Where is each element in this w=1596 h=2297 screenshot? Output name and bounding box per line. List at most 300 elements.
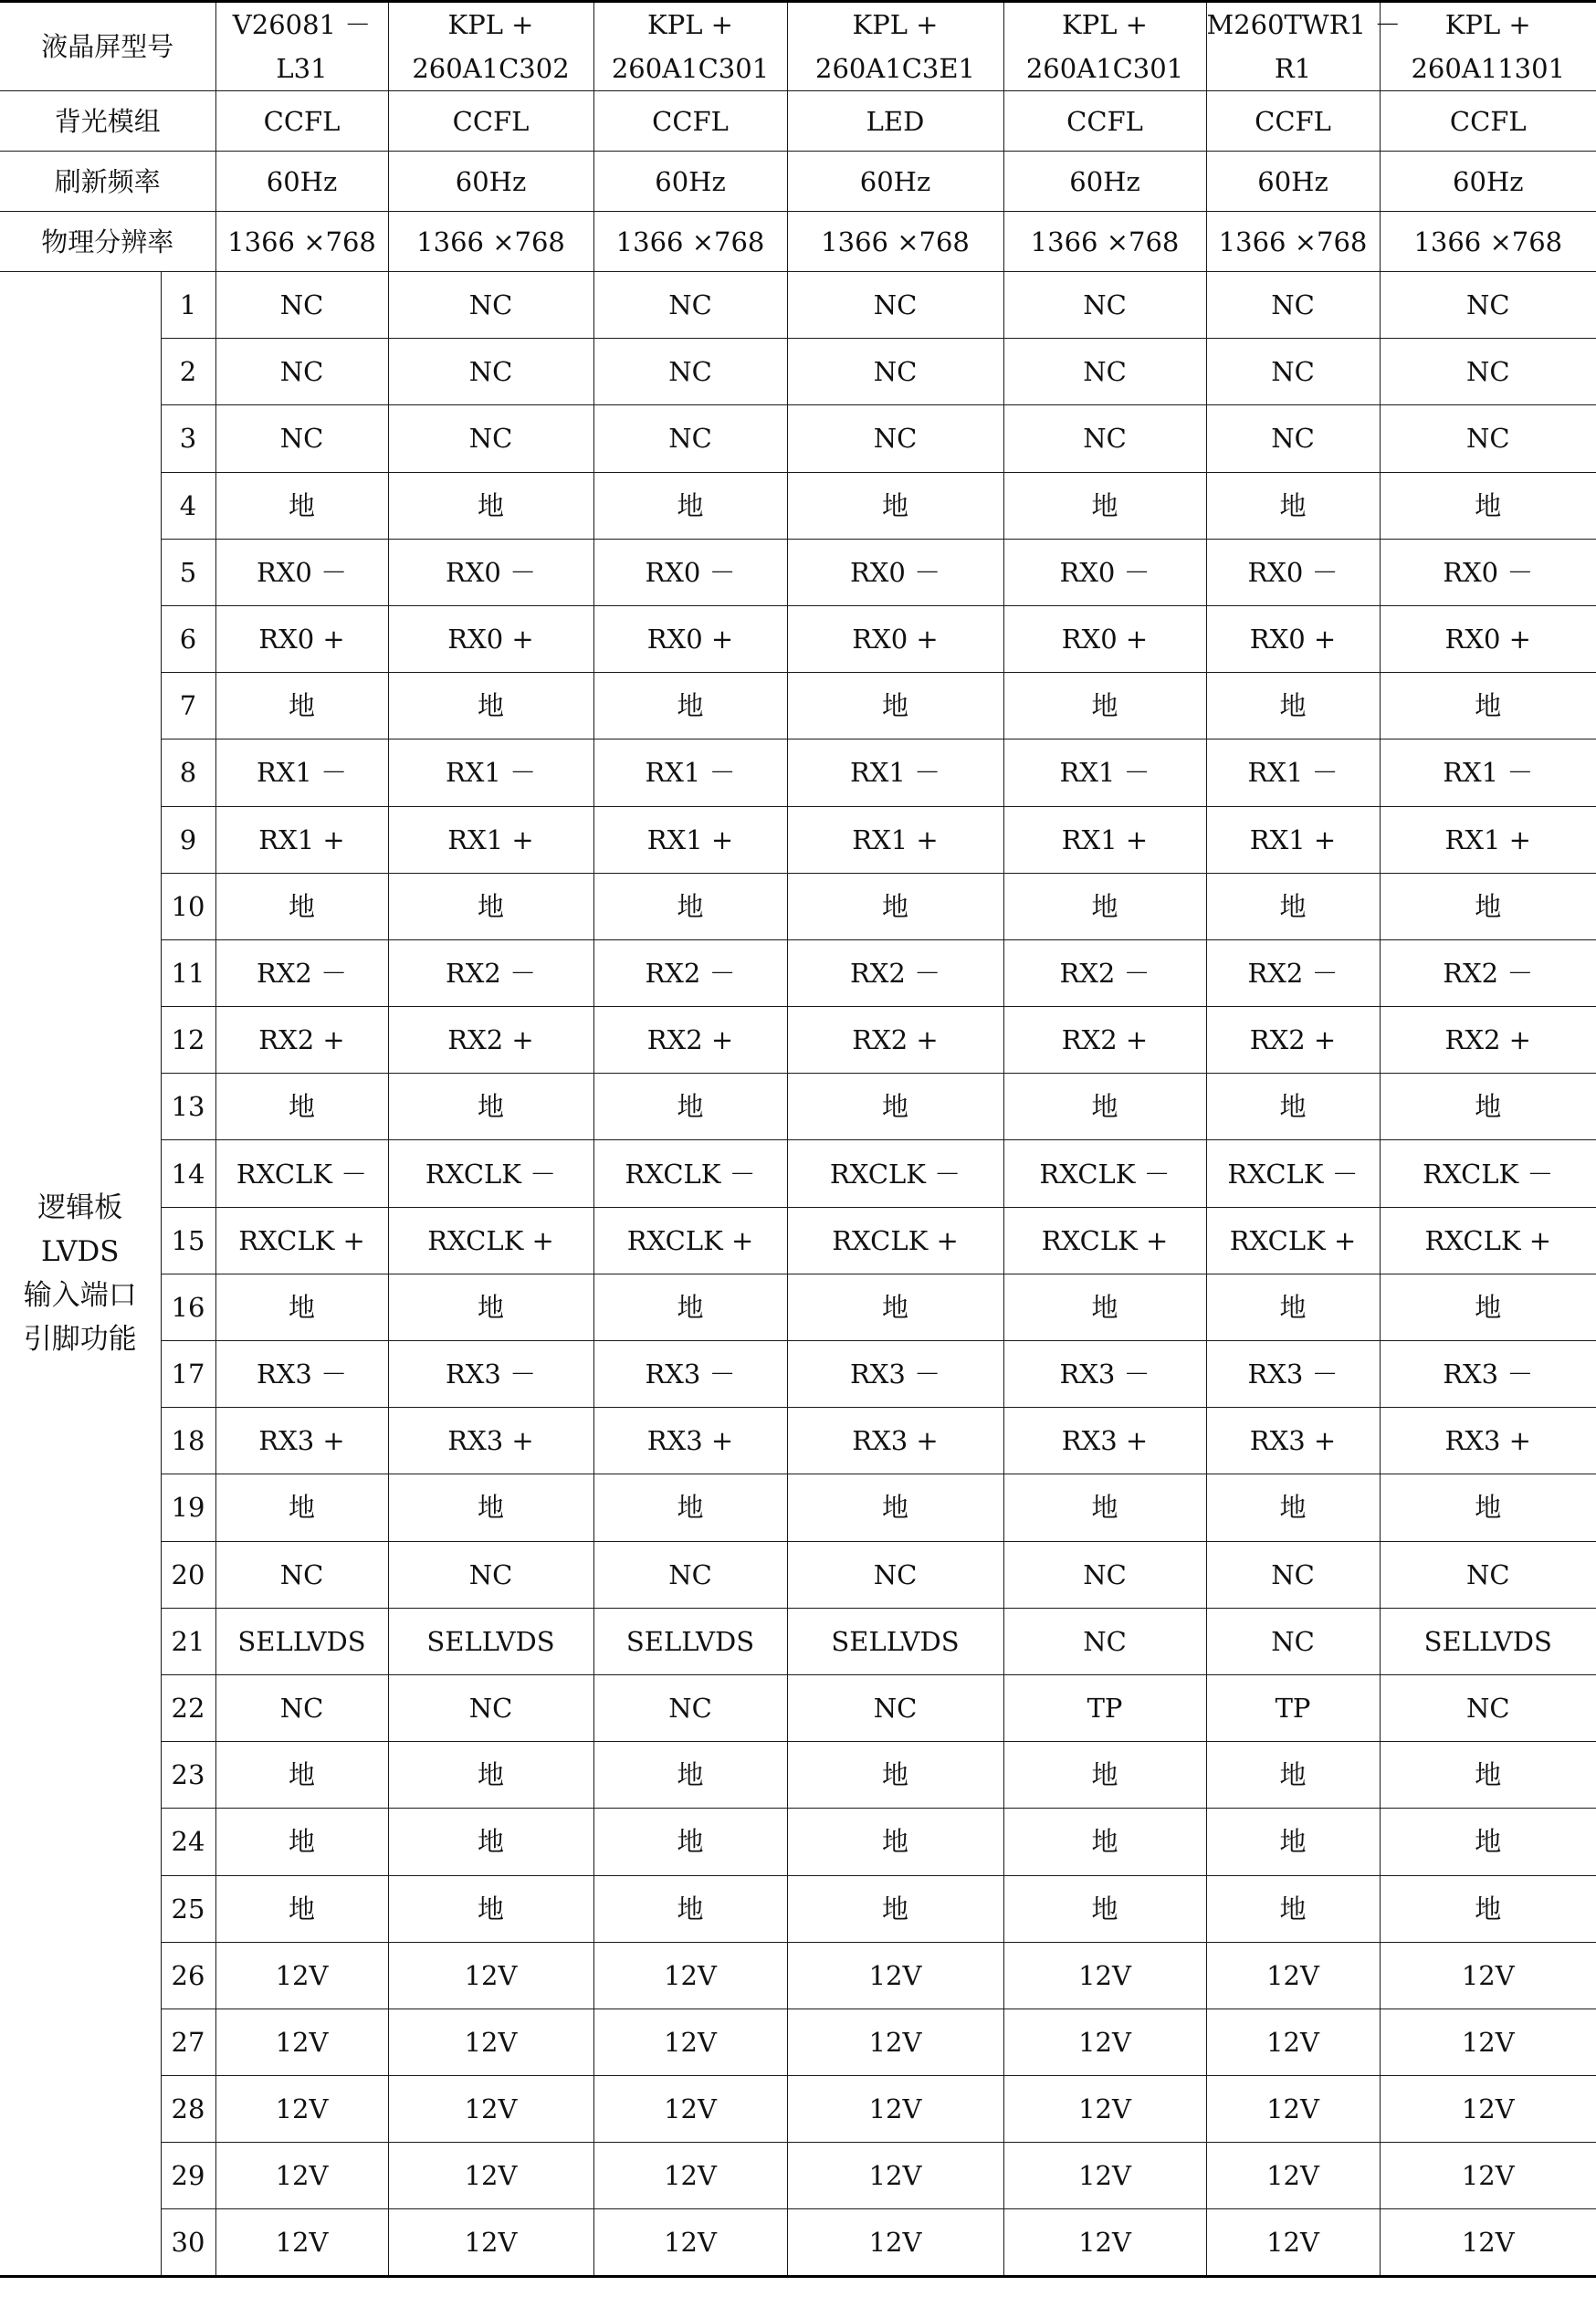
pin-function: 地 bbox=[787, 1074, 1003, 1140]
pin-row bbox=[0, 673, 1596, 739]
backlight-value: LED bbox=[787, 91, 1003, 152]
pin-function: 地 bbox=[215, 1875, 388, 1942]
refresh-rate-row bbox=[0, 152, 1596, 212]
pin-function: NC bbox=[1206, 272, 1380, 339]
pin-function: 12V bbox=[787, 2209, 1003, 2276]
pin-function: NC bbox=[1003, 1541, 1206, 1608]
pin-number: 22 bbox=[161, 1674, 215, 1741]
pin-row bbox=[0, 1341, 1596, 1408]
backlight-value: CCFL bbox=[1003, 91, 1206, 152]
pin-function: 地 bbox=[1380, 1074, 1596, 1140]
pin-function: SELLVDS bbox=[388, 1608, 593, 1674]
pin-number: 14 bbox=[161, 1140, 215, 1207]
pin-number: 30 bbox=[161, 2209, 215, 2276]
backlight-value: CCFL bbox=[1206, 91, 1380, 152]
pin-number: 2 bbox=[161, 339, 215, 405]
pin-function: 地 bbox=[787, 472, 1003, 539]
pin-function: 地 bbox=[388, 1742, 593, 1809]
pin-function: 地 bbox=[388, 1274, 593, 1340]
pin-function: NC bbox=[1206, 405, 1380, 472]
pin-function: NC bbox=[388, 272, 593, 339]
pin-function: 地 bbox=[593, 1074, 787, 1140]
pin-row bbox=[0, 272, 1596, 339]
pin-function: SELLVDS bbox=[215, 1608, 388, 1674]
pin-function: 地 bbox=[215, 1742, 388, 1809]
model-name-line1: KPL + bbox=[647, 9, 733, 40]
pin-function: NC bbox=[1380, 272, 1596, 339]
pin-function: RX3 － bbox=[787, 1341, 1003, 1408]
pin-function: 12V bbox=[215, 2143, 388, 2209]
backlight-value: CCFL bbox=[1380, 91, 1596, 152]
pin-row bbox=[0, 2143, 1596, 2209]
pin-function: NC bbox=[1003, 1608, 1206, 1674]
pin-row bbox=[0, 1074, 1596, 1140]
pin-function: RX2 － bbox=[593, 939, 787, 1006]
pin-function: 地 bbox=[1206, 472, 1380, 539]
pin-function: 12V bbox=[215, 2209, 388, 2276]
pin-function: 地 bbox=[388, 673, 593, 739]
pin-function: 12V bbox=[593, 2209, 787, 2276]
pin-function: 地 bbox=[1206, 1474, 1380, 1541]
pin-function: RX0 + bbox=[1206, 605, 1380, 672]
pin-function: NC bbox=[1003, 272, 1206, 339]
pin-function: 12V bbox=[1206, 2076, 1380, 2143]
pin-function: 地 bbox=[1380, 873, 1596, 939]
pin-row bbox=[0, 1608, 1596, 1674]
model-name-line1: KPL + bbox=[447, 9, 534, 40]
pin-function: 地 bbox=[215, 1809, 388, 1875]
pin-number: 16 bbox=[161, 1274, 215, 1340]
resolution-value: 1366 ×768 bbox=[787, 212, 1003, 272]
pin-function: TP bbox=[1206, 1674, 1380, 1741]
pin-row bbox=[0, 539, 1596, 605]
pin-row bbox=[0, 1942, 1596, 2009]
pin-row bbox=[0, 1274, 1596, 1340]
refresh-rate-label: 刷新频率 bbox=[0, 152, 215, 212]
pin-function: NC bbox=[1380, 339, 1596, 405]
pin-function: 地 bbox=[388, 1809, 593, 1875]
pin-function: NC bbox=[1380, 1541, 1596, 1608]
pin-number: 24 bbox=[161, 1809, 215, 1875]
pin-function: 地 bbox=[1206, 1875, 1380, 1942]
pin-function: RXCLK － bbox=[593, 1140, 787, 1207]
pin-row bbox=[0, 1809, 1596, 1875]
model-label: 液晶屏型号 bbox=[0, 2, 215, 91]
pin-function: 地 bbox=[1206, 1274, 1380, 1340]
model-name-line1: V26081 － bbox=[232, 9, 372, 40]
pin-function: 地 bbox=[593, 1809, 787, 1875]
pin-row bbox=[0, 739, 1596, 806]
pin-function: RX2 + bbox=[215, 1007, 388, 1074]
model-name-line2: 260A1C301 bbox=[1025, 53, 1184, 84]
pin-row bbox=[0, 939, 1596, 1006]
pin-function: RXCLK － bbox=[1206, 1140, 1380, 1207]
pin-function: 地 bbox=[787, 1875, 1003, 1942]
pin-function: RX1 － bbox=[593, 739, 787, 806]
pin-function: 12V bbox=[215, 2076, 388, 2143]
pin-number: 15 bbox=[161, 1207, 215, 1274]
pin-function: 地 bbox=[1206, 1809, 1380, 1875]
pin-function: NC bbox=[787, 339, 1003, 405]
resolution-value: 1366 ×768 bbox=[1206, 212, 1380, 272]
pin-function: 12V bbox=[593, 2009, 787, 2075]
pin-function: RX1 + bbox=[1003, 806, 1206, 873]
pin-function: RXCLK + bbox=[1003, 1207, 1206, 1274]
pin-function: 12V bbox=[1003, 2076, 1206, 2143]
pin-function: 地 bbox=[388, 472, 593, 539]
pin-function: RX0 + bbox=[388, 605, 593, 672]
pin-function: RX2 － bbox=[215, 939, 388, 1006]
pin-function: 12V bbox=[1380, 1942, 1596, 2009]
pin-function: RXCLK + bbox=[1206, 1207, 1380, 1274]
pin-function: 12V bbox=[388, 2209, 593, 2276]
pin-function: 12V bbox=[1003, 2009, 1206, 2075]
pin-function: RX1 + bbox=[593, 806, 787, 873]
pin-number: 1 bbox=[161, 272, 215, 339]
pin-function: RX1 + bbox=[1206, 806, 1380, 873]
pin-function: RX2 － bbox=[787, 939, 1003, 1006]
pin-function: NC bbox=[593, 1541, 787, 1608]
pin-row bbox=[0, 2076, 1596, 2143]
pin-function: 地 bbox=[1380, 673, 1596, 739]
pin-row bbox=[0, 405, 1596, 472]
pin-function: NC bbox=[215, 1541, 388, 1608]
refresh-rate-value: 60Hz bbox=[1206, 152, 1380, 212]
pin-function: 地 bbox=[215, 673, 388, 739]
pin-function: RXCLK + bbox=[1380, 1207, 1596, 1274]
pin-function: NC bbox=[593, 272, 787, 339]
pin-function: NC bbox=[388, 1541, 593, 1608]
pin-function: RXCLK － bbox=[1003, 1140, 1206, 1207]
pin-function: NC bbox=[215, 405, 388, 472]
pin-function: 地 bbox=[593, 873, 787, 939]
pin-function: 地 bbox=[787, 1474, 1003, 1541]
pin-function: 地 bbox=[1003, 1875, 1206, 1942]
pin-function: 地 bbox=[388, 1074, 593, 1140]
model-name-cell bbox=[1380, 2, 1596, 91]
pin-function: 地 bbox=[215, 472, 388, 539]
pin-function: TP bbox=[1003, 1674, 1206, 1741]
pin-function: RX1 + bbox=[215, 806, 388, 873]
pin-function: 12V bbox=[787, 2076, 1003, 2143]
pin-function: RX2 － bbox=[388, 939, 593, 1006]
pin-number: 12 bbox=[161, 1007, 215, 1074]
pin-function: RXCLK + bbox=[215, 1207, 388, 1274]
pin-function: NC bbox=[1206, 1541, 1380, 1608]
pin-function: 12V bbox=[388, 2143, 593, 2209]
pin-function: NC bbox=[388, 405, 593, 472]
pin-function: 12V bbox=[593, 2076, 787, 2143]
pin-function: RX0 － bbox=[388, 539, 593, 605]
side-label-line: 逻辑板 bbox=[37, 1190, 123, 1224]
pin-function: 地 bbox=[215, 1474, 388, 1541]
pin-number: 29 bbox=[161, 2143, 215, 2209]
pin-function: 12V bbox=[787, 2009, 1003, 2075]
pin-function: NC bbox=[1003, 405, 1206, 472]
side-label-line: 引脚功能 bbox=[23, 1322, 137, 1356]
pin-number: 21 bbox=[161, 1608, 215, 1674]
pin-number: 20 bbox=[161, 1541, 215, 1608]
pin-number: 27 bbox=[161, 2009, 215, 2075]
pin-function: 地 bbox=[593, 1474, 787, 1541]
pin-function: RXCLK + bbox=[593, 1207, 787, 1274]
pin-row bbox=[0, 1408, 1596, 1474]
pin-function: RX3 － bbox=[388, 1341, 593, 1408]
pin-function: RX2 + bbox=[1003, 1007, 1206, 1074]
pin-function: RX0 + bbox=[1380, 605, 1596, 672]
pin-function: SELLVDS bbox=[787, 1608, 1003, 1674]
pin-function: NC bbox=[215, 1674, 388, 1741]
pin-function: 12V bbox=[593, 1942, 787, 2009]
pin-function: RX2 － bbox=[1380, 939, 1596, 1006]
pin-row bbox=[0, 339, 1596, 405]
pin-function: 12V bbox=[1206, 2009, 1380, 2075]
pin-function: 12V bbox=[1380, 2143, 1596, 2209]
pin-function: 地 bbox=[1003, 1474, 1206, 1541]
pin-function: 地 bbox=[593, 1875, 787, 1942]
pin-function: 地 bbox=[1003, 472, 1206, 539]
pin-function: RX1 － bbox=[1380, 739, 1596, 806]
model-name-line2: 260A1C302 bbox=[412, 53, 570, 84]
pin-function: RX0 － bbox=[1206, 539, 1380, 605]
pin-function: RX2 + bbox=[787, 1007, 1003, 1074]
refresh-rate-value: 60Hz bbox=[388, 152, 593, 212]
pin-function: RX0 － bbox=[593, 539, 787, 605]
pin-function: 12V bbox=[1003, 2209, 1206, 2276]
pin-function: RX3 － bbox=[215, 1341, 388, 1408]
pin-function: 地 bbox=[787, 673, 1003, 739]
pin-function: RX3 + bbox=[388, 1408, 593, 1474]
pin-function: NC bbox=[593, 339, 787, 405]
model-name-line2: R1 bbox=[1274, 53, 1312, 84]
pin-row bbox=[0, 806, 1596, 873]
pin-row bbox=[0, 1875, 1596, 1942]
pin-function: NC bbox=[215, 272, 388, 339]
pin-number: 5 bbox=[161, 539, 215, 605]
pin-function: 12V bbox=[787, 2143, 1003, 2209]
pin-function: NC bbox=[1380, 405, 1596, 472]
pin-function: RX2 － bbox=[1003, 939, 1206, 1006]
pin-function: RX2 － bbox=[1206, 939, 1380, 1006]
pin-function: 12V bbox=[388, 2009, 593, 2075]
pin-function: RX3 － bbox=[1380, 1341, 1596, 1408]
pin-function: RX3 － bbox=[1003, 1341, 1206, 1408]
pin-number: 25 bbox=[161, 1875, 215, 1942]
pin-row bbox=[0, 1674, 1596, 1741]
pin-function: 地 bbox=[787, 1742, 1003, 1809]
pin-function: 地 bbox=[1003, 1274, 1206, 1340]
pin-function: 地 bbox=[1206, 1074, 1380, 1140]
resolution-label: 物理分辨率 bbox=[0, 212, 215, 272]
resolution-value: 1366 ×768 bbox=[1003, 212, 1206, 272]
pin-function: 地 bbox=[1380, 1809, 1596, 1875]
pin-row bbox=[0, 1140, 1596, 1207]
pin-function: NC bbox=[1380, 1674, 1596, 1741]
pin-number: 17 bbox=[161, 1341, 215, 1408]
pin-number: 28 bbox=[161, 2076, 215, 2143]
pin-function: RX3 + bbox=[1380, 1408, 1596, 1474]
pin-row bbox=[0, 1207, 1596, 1274]
pin-function: NC bbox=[1206, 1608, 1380, 1674]
pin-function: 12V bbox=[215, 1942, 388, 2009]
pin-function: RX3 + bbox=[215, 1408, 388, 1474]
pin-function: RX0 － bbox=[1380, 539, 1596, 605]
pin-function: 12V bbox=[1206, 2209, 1380, 2276]
model-name-line1: M260TWR1 － bbox=[1206, 9, 1402, 40]
pin-function: 地 bbox=[215, 873, 388, 939]
pin-function: NC bbox=[1206, 339, 1380, 405]
pin-function: 地 bbox=[593, 1274, 787, 1340]
model-name-line1: KPL + bbox=[852, 9, 939, 40]
model-name-cell bbox=[388, 2, 593, 91]
model-name-cell bbox=[1206, 2, 1402, 91]
pin-function: RX1 + bbox=[1380, 806, 1596, 873]
pin-function: 地 bbox=[1003, 873, 1206, 939]
side-label-line: LVDS bbox=[41, 1234, 120, 1268]
pin-function: NC bbox=[1003, 339, 1206, 405]
refresh-rate-value: 60Hz bbox=[215, 152, 388, 212]
pin-function: RX3 － bbox=[1206, 1341, 1380, 1408]
pin-function: 地 bbox=[1003, 673, 1206, 739]
pin-function: RX0 + bbox=[593, 605, 787, 672]
pin-number: 9 bbox=[161, 806, 215, 873]
model-name-cell bbox=[1003, 2, 1206, 91]
model-name-cell bbox=[593, 2, 787, 91]
pin-number: 18 bbox=[161, 1408, 215, 1474]
refresh-rate-value: 60Hz bbox=[1380, 152, 1596, 212]
pin-number: 26 bbox=[161, 1942, 215, 2009]
pin-number: 13 bbox=[161, 1074, 215, 1140]
pin-function: NC bbox=[388, 1674, 593, 1741]
pin-function: RXCLK + bbox=[787, 1207, 1003, 1274]
side-label-line: 输入端口 bbox=[23, 1278, 137, 1312]
pin-function: SELLVDS bbox=[1380, 1608, 1596, 1674]
pin-number: 19 bbox=[161, 1474, 215, 1541]
pin-function: RX0 － bbox=[215, 539, 388, 605]
pin-function: 12V bbox=[787, 1942, 1003, 2009]
pin-function: RX3 + bbox=[1206, 1408, 1380, 1474]
pin-function: RXCLK － bbox=[1380, 1140, 1596, 1207]
pin-function: 12V bbox=[1206, 2143, 1380, 2209]
pin-function: 地 bbox=[1380, 1742, 1596, 1809]
pin-function: 地 bbox=[787, 873, 1003, 939]
pin-function: RXCLK － bbox=[388, 1140, 593, 1207]
pin-function: 地 bbox=[1380, 1875, 1596, 1942]
table-body bbox=[0, 2, 1596, 2277]
model-name-line1: KPL + bbox=[1062, 9, 1148, 40]
pin-function: RX0 + bbox=[787, 605, 1003, 672]
backlight-value: CCFL bbox=[388, 91, 593, 152]
resolution-value: 1366 ×768 bbox=[593, 212, 787, 272]
pin-function: 地 bbox=[787, 1809, 1003, 1875]
pin-function: 12V bbox=[1206, 1942, 1380, 2009]
backlight-row bbox=[0, 91, 1596, 152]
pin-function: RX1 + bbox=[388, 806, 593, 873]
pin-function: 地 bbox=[388, 1875, 593, 1942]
model-name-line2: 260A1C301 bbox=[611, 53, 770, 84]
pin-function: RX1 － bbox=[388, 739, 593, 806]
pin-function: 地 bbox=[593, 673, 787, 739]
pin-function: NC bbox=[787, 405, 1003, 472]
pin-function: RXCLK － bbox=[215, 1140, 388, 1207]
pin-function: RX2 + bbox=[1380, 1007, 1596, 1074]
pin-function: RX2 + bbox=[1206, 1007, 1380, 1074]
pin-function: RX3 + bbox=[787, 1408, 1003, 1474]
pin-function: RX0 － bbox=[1003, 539, 1206, 605]
pin-function: 地 bbox=[1206, 873, 1380, 939]
pin-function: RX0 － bbox=[787, 539, 1003, 605]
pin-function: 地 bbox=[1380, 1474, 1596, 1541]
model-name-line2: 260A1C3E1 bbox=[815, 53, 976, 84]
pin-function: NC bbox=[787, 1674, 1003, 1741]
pin-function: 地 bbox=[787, 1274, 1003, 1340]
pin-function: 地 bbox=[593, 472, 787, 539]
pin-function: RX1 － bbox=[1003, 739, 1206, 806]
refresh-rate-value: 60Hz bbox=[593, 152, 787, 212]
pin-row bbox=[0, 472, 1596, 539]
pin-function: NC bbox=[787, 272, 1003, 339]
pin-function: RX2 + bbox=[388, 1007, 593, 1074]
pin-function: 地 bbox=[1003, 1809, 1206, 1875]
pin-function: 地 bbox=[388, 873, 593, 939]
backlight-value: CCFL bbox=[593, 91, 787, 152]
resolution-value: 1366 ×768 bbox=[388, 212, 593, 272]
resolution-value: 1366 ×768 bbox=[1380, 212, 1596, 272]
refresh-rate-value: 60Hz bbox=[1003, 152, 1206, 212]
backlight-value: CCFL bbox=[215, 91, 388, 152]
pin-row bbox=[0, 1474, 1596, 1541]
pin-function: 12V bbox=[1003, 1942, 1206, 2009]
pin-number: 11 bbox=[161, 939, 215, 1006]
pin-function: RX2 + bbox=[593, 1007, 787, 1074]
pin-row bbox=[0, 605, 1596, 672]
resolution-value: 1366 ×768 bbox=[215, 212, 388, 272]
pin-function: 12V bbox=[1380, 2009, 1596, 2075]
resolution-row bbox=[0, 212, 1596, 272]
pin-row bbox=[0, 2209, 1596, 2276]
pin-function: 地 bbox=[1206, 1742, 1380, 1809]
side-label bbox=[0, 272, 161, 2277]
pin-function: NC bbox=[593, 1674, 787, 1741]
pin-function: 地 bbox=[1380, 1274, 1596, 1340]
model-name-line1: KPL + bbox=[1444, 9, 1531, 40]
pin-function: 12V bbox=[388, 1942, 593, 2009]
pin-number: 8 bbox=[161, 739, 215, 806]
pin-number: 3 bbox=[161, 405, 215, 472]
pin-function: 地 bbox=[1003, 1074, 1206, 1140]
pin-function: RX1 － bbox=[1206, 739, 1380, 806]
model-name-cell bbox=[787, 2, 1003, 91]
model-name-line2: 260A11301 bbox=[1411, 53, 1566, 84]
pin-function: 地 bbox=[1003, 1742, 1206, 1809]
pin-function: NC bbox=[593, 405, 787, 472]
pin-function: RX1 － bbox=[787, 739, 1003, 806]
pin-function: RXCLK + bbox=[388, 1207, 593, 1274]
model-name-cell bbox=[215, 2, 388, 91]
pin-row bbox=[0, 2009, 1596, 2075]
pin-function: 12V bbox=[1380, 2076, 1596, 2143]
pin-function: RX0 + bbox=[1003, 605, 1206, 672]
pin-function: RX3 + bbox=[593, 1408, 787, 1474]
pin-function: 12V bbox=[1380, 2209, 1596, 2276]
pin-number: 10 bbox=[161, 873, 215, 939]
pin-number: 23 bbox=[161, 1742, 215, 1809]
pin-row bbox=[0, 1007, 1596, 1074]
pin-function: NC bbox=[787, 1541, 1003, 1608]
pin-function: 12V bbox=[593, 2143, 787, 2209]
model-row bbox=[0, 2, 1596, 91]
pin-function: SELLVDS bbox=[593, 1608, 787, 1674]
